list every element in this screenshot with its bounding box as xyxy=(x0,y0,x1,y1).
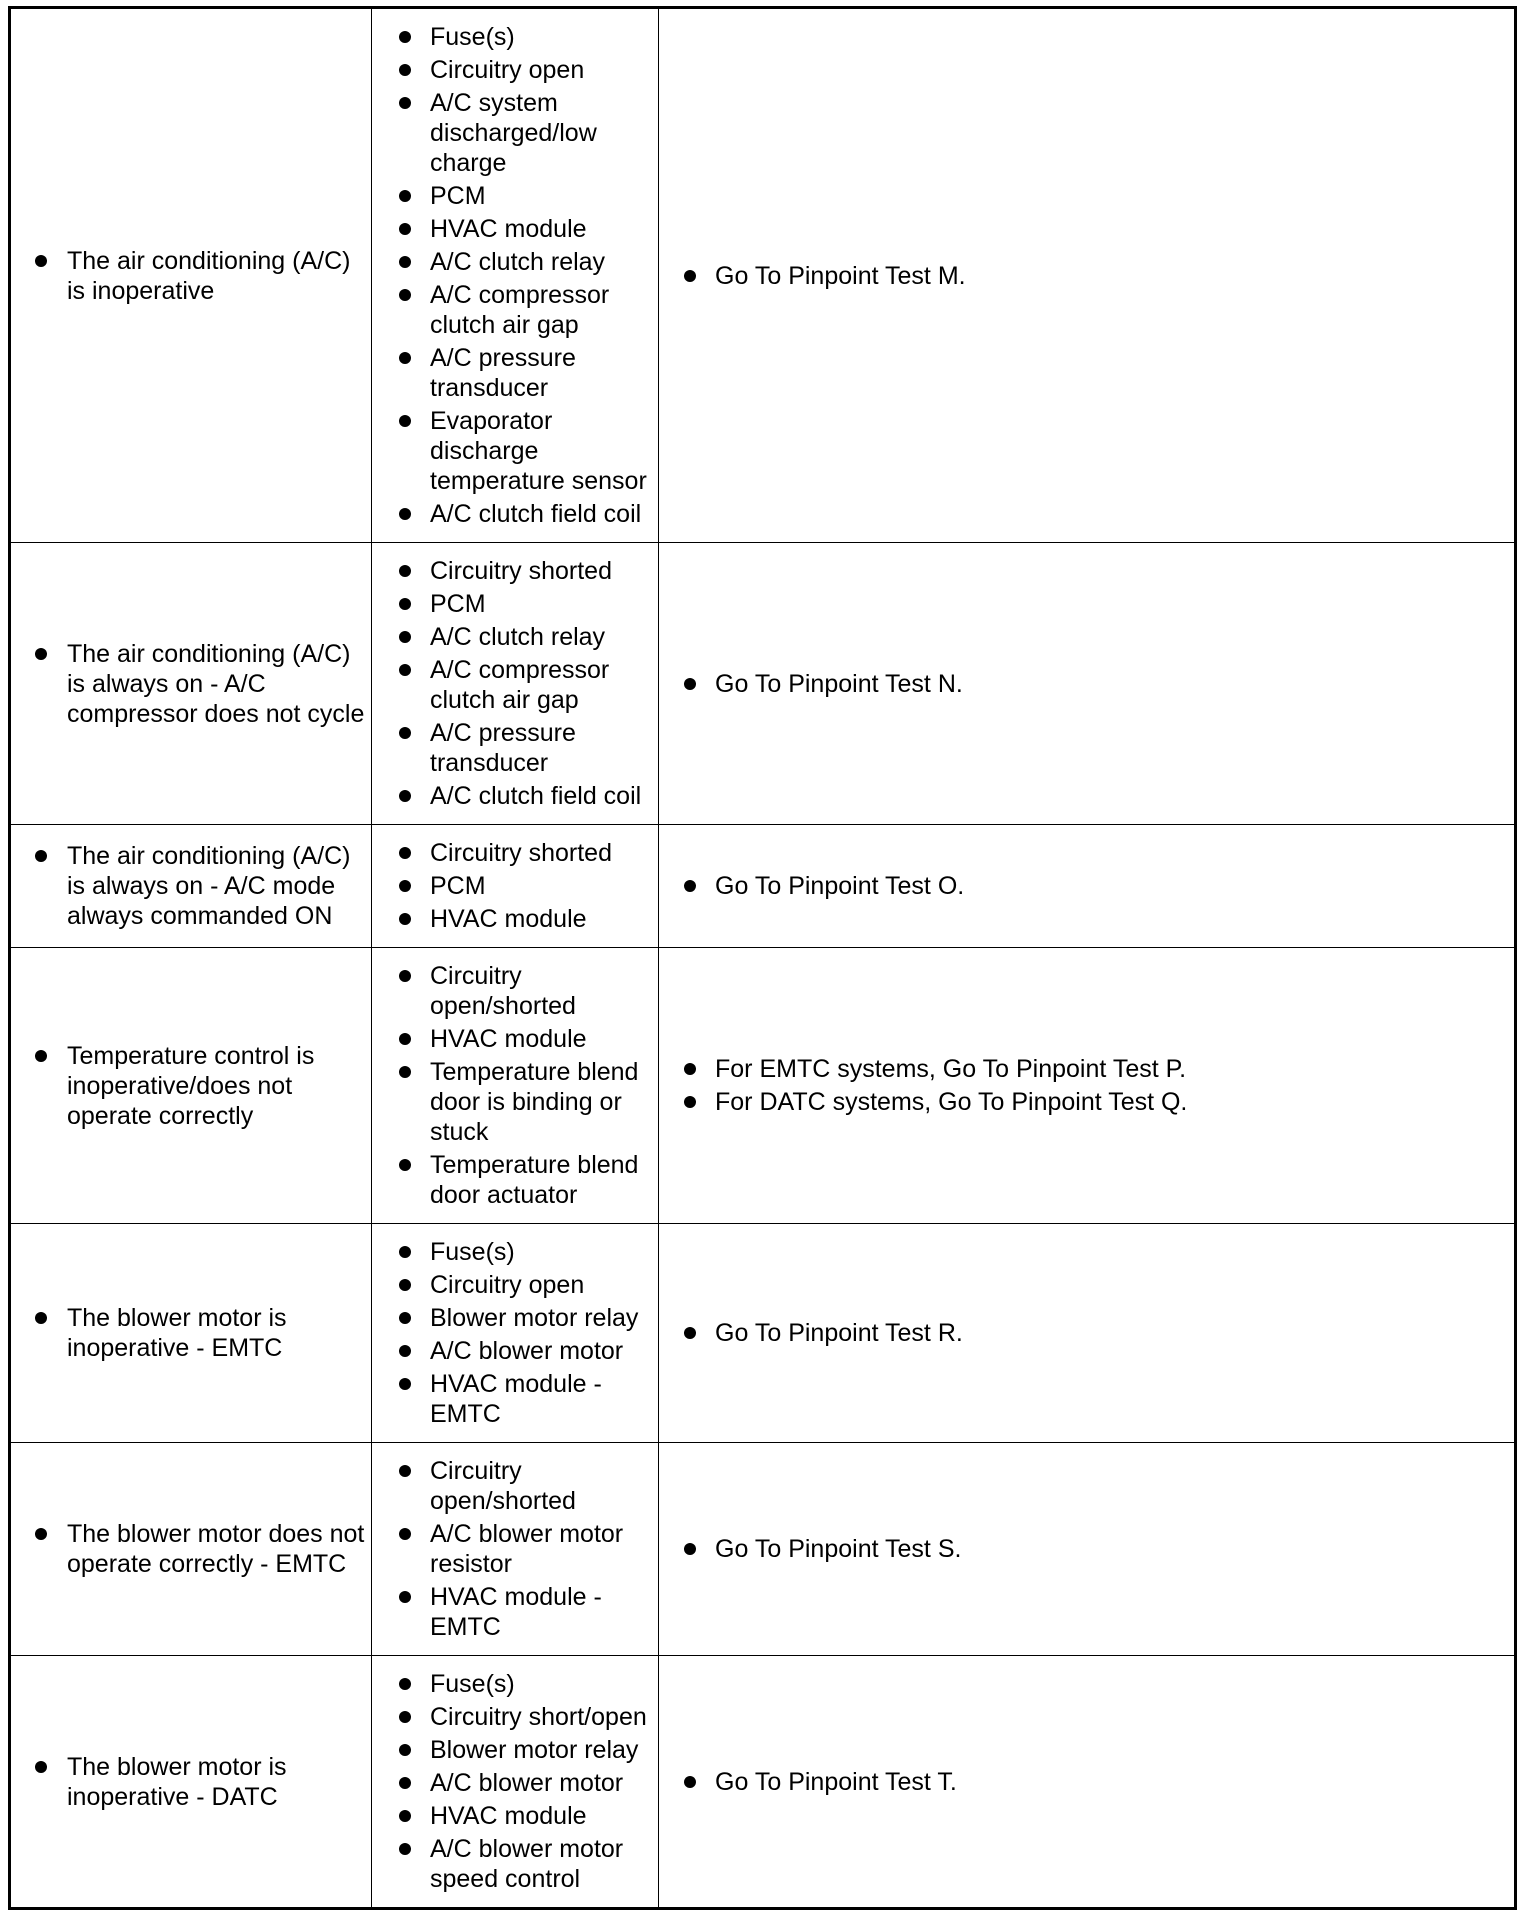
possible-source-cell xyxy=(372,543,659,825)
action-item: Go To Pinpoint Test S. xyxy=(683,1534,1514,1564)
possible-source-item: HVAC module xyxy=(398,1801,654,1831)
possible-source-item: HVAC module - EMTC xyxy=(398,1582,654,1642)
possible-source-item: Circuitry open xyxy=(398,1270,654,1300)
possible-source-item: A/C compressor clutch air gap xyxy=(398,280,654,340)
possible-source-cell-list xyxy=(398,22,654,529)
possible-source-item: Circuitry open/shorted xyxy=(398,1456,654,1516)
possible-source-item: Blower motor relay xyxy=(398,1303,654,1333)
diagnosis-table xyxy=(8,6,1517,1910)
action-cell xyxy=(659,543,1516,825)
possible-source-cell-list xyxy=(398,1456,654,1642)
possible-source-item: A/C pressure transducer xyxy=(398,718,654,778)
possible-source-item: A/C system discharged/low charge xyxy=(398,88,654,178)
action-cell-list xyxy=(683,261,1514,291)
possible-source-item: Circuitry shorted xyxy=(398,556,654,586)
symptom-list xyxy=(35,1752,365,1812)
symptom-text: The air conditioning (A/C) is inoperative xyxy=(35,246,365,306)
symptom-list xyxy=(35,246,365,306)
table-row xyxy=(10,1656,1516,1909)
action-item: Go To Pinpoint Test T. xyxy=(683,1767,1514,1797)
possible-source-cell xyxy=(372,825,659,948)
table-row xyxy=(10,1224,1516,1443)
symptom-cell xyxy=(10,1443,372,1656)
table-row xyxy=(10,825,1516,948)
possible-source-cell xyxy=(372,1656,659,1909)
symptom-cell xyxy=(10,1656,372,1909)
symptom-text: The blower motor is inoperative - EMTC xyxy=(35,1303,365,1363)
symptom-cell xyxy=(10,8,372,543)
symptom-chart xyxy=(8,6,1517,1910)
possible-source-cell-list xyxy=(398,838,654,934)
possible-source-item: HVAC module - EMTC xyxy=(398,1369,654,1429)
possible-source-item: A/C clutch field coil xyxy=(398,499,654,529)
action-item: For DATC systems, Go To Pinpoint Test Q. xyxy=(683,1087,1514,1117)
possible-source-item: Circuitry short/open xyxy=(398,1702,654,1732)
symptom-list xyxy=(35,1519,365,1579)
possible-source-cell xyxy=(372,948,659,1224)
action-cell-list xyxy=(683,1318,1514,1348)
possible-source-item: HVAC module xyxy=(398,904,654,934)
possible-source-item: Fuse(s) xyxy=(398,1237,654,1267)
symptom-list xyxy=(35,1041,365,1131)
possible-source-cell-list xyxy=(398,1669,654,1894)
possible-source-item: Blower motor relay xyxy=(398,1735,654,1765)
possible-source-item: Circuitry open/shorted xyxy=(398,961,654,1021)
possible-source-item: A/C blower motor xyxy=(398,1336,654,1366)
possible-source-item: A/C compressor clutch air gap xyxy=(398,655,654,715)
possible-source-item: Temperature blend door is binding or stuck xyxy=(398,1057,654,1147)
table-row xyxy=(10,8,1516,543)
possible-source-cell-list xyxy=(398,556,654,811)
possible-source-item: A/C clutch relay xyxy=(398,247,654,277)
table-row xyxy=(10,948,1516,1224)
possible-source-cell xyxy=(372,1224,659,1443)
action-item: Go To Pinpoint Test N. xyxy=(683,669,1514,699)
action-cell xyxy=(659,1656,1516,1909)
symptom-text: The blower motor is inoperative - DATC xyxy=(35,1752,365,1812)
action-cell-list xyxy=(683,1767,1514,1797)
possible-source-cell xyxy=(372,1443,659,1656)
possible-source-item: A/C pressure transducer xyxy=(398,343,654,403)
action-item: Go To Pinpoint Test M. xyxy=(683,261,1514,291)
possible-source-item: A/C blower motor speed control xyxy=(398,1834,654,1894)
table-row xyxy=(10,1443,1516,1656)
symptom-list xyxy=(35,841,365,931)
action-cell xyxy=(659,948,1516,1224)
possible-source-item: HVAC module xyxy=(398,214,654,244)
action-cell-list xyxy=(683,1534,1514,1564)
possible-source-item: Temperature blend door actuator xyxy=(398,1150,654,1210)
possible-source-item: A/C clutch relay xyxy=(398,622,654,652)
symptom-text: The air conditioning (A/C) is always on - A/C compressor does not cycle xyxy=(35,639,365,729)
possible-source-item: PCM xyxy=(398,589,654,619)
symptom-text: The blower motor does not operate correctly - EMTC xyxy=(35,1519,365,1579)
symptom-list xyxy=(35,639,365,729)
action-item: For EMTC systems, Go To Pinpoint Test P. xyxy=(683,1054,1514,1084)
possible-source-item: A/C clutch field coil xyxy=(398,781,654,811)
possible-source-item: HVAC module xyxy=(398,1024,654,1054)
symptom-text: Temperature control is inoperative/does not operate correctly xyxy=(35,1041,365,1131)
action-item: Go To Pinpoint Test O. xyxy=(683,871,1514,901)
symptom-list xyxy=(35,1303,365,1363)
possible-source-cell-list xyxy=(398,1237,654,1429)
possible-source-cell xyxy=(372,8,659,543)
diagnosis-table-body xyxy=(10,8,1516,1909)
symptom-text: The air conditioning (A/C) is always on - A/C mode always commanded ON xyxy=(35,841,365,931)
possible-source-item: PCM xyxy=(398,871,654,901)
action-cell-list xyxy=(683,669,1514,699)
possible-source-cell-list xyxy=(398,961,654,1210)
possible-source-item: PCM xyxy=(398,181,654,211)
symptom-cell xyxy=(10,543,372,825)
possible-source-item: Fuse(s) xyxy=(398,22,654,52)
action-cell xyxy=(659,8,1516,543)
symptom-cell xyxy=(10,948,372,1224)
action-cell-list xyxy=(683,871,1514,901)
possible-source-item: Circuitry open xyxy=(398,55,654,85)
action-cell-list xyxy=(683,1054,1514,1117)
symptom-cell xyxy=(10,825,372,948)
action-cell xyxy=(659,825,1516,948)
possible-source-item: Circuitry shorted xyxy=(398,838,654,868)
action-item: Go To Pinpoint Test R. xyxy=(683,1318,1514,1348)
table-row xyxy=(10,543,1516,825)
possible-source-item: A/C blower motor resistor xyxy=(398,1519,654,1579)
possible-source-item: Evaporator discharge temperature sensor xyxy=(398,406,654,496)
symptom-cell xyxy=(10,1224,372,1443)
action-cell xyxy=(659,1443,1516,1656)
possible-source-item: Fuse(s) xyxy=(398,1669,654,1699)
action-cell xyxy=(659,1224,1516,1443)
possible-source-item: A/C blower motor xyxy=(398,1768,654,1798)
